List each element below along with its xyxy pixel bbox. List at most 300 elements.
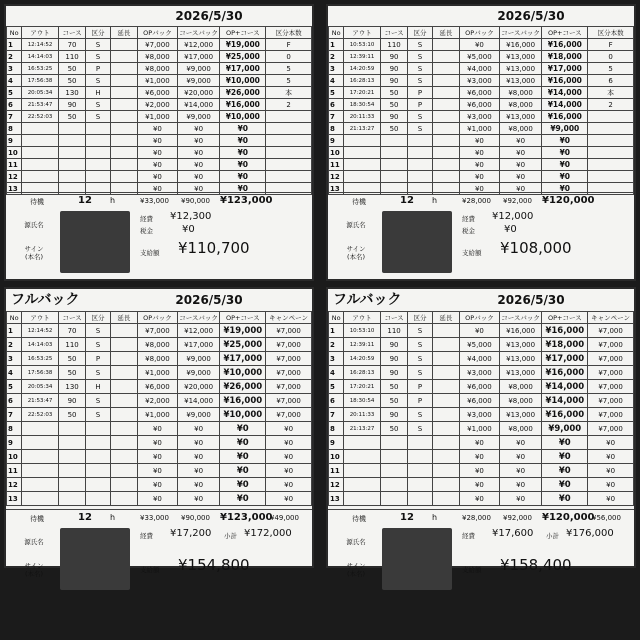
payout-value: ¥154,800 (178, 556, 250, 574)
cell-no: 4 (329, 366, 344, 380)
cell-extra (266, 147, 312, 159)
cell-ext (432, 111, 459, 123)
cell-total: ¥16,000 (220, 394, 266, 408)
cell-no: 1 (329, 324, 344, 338)
cell-ext (110, 147, 137, 159)
table-header-row (7, 27, 312, 39)
cell-cb: ¥0 (499, 183, 542, 195)
tax-value: ¥0 (504, 224, 517, 235)
cell-op: ¥0 (138, 464, 178, 478)
expense-label: 経費 (140, 215, 153, 223)
table-row (329, 366, 634, 380)
column-header: アウト (344, 312, 381, 324)
cell-type (86, 450, 110, 464)
table-row (329, 352, 634, 366)
cell-cb: ¥0 (499, 450, 542, 464)
payout-value: ¥158,400 (500, 556, 572, 574)
cell-ext (432, 147, 459, 159)
redacted-name-block (60, 211, 130, 273)
cell-op: ¥8,000 (138, 63, 178, 75)
cell-cb: ¥0 (499, 478, 542, 492)
cell-op: ¥0 (460, 171, 500, 183)
signature-label: サイン (本名) (24, 562, 44, 578)
cell-type (86, 464, 110, 478)
cell-extra: ¥7,000 (588, 366, 634, 380)
cb-sum: ¥90,000 (181, 514, 210, 522)
table-row (329, 51, 634, 63)
column-header: 区分本数 (266, 27, 312, 39)
sheet-brand: フルバック (333, 292, 402, 308)
cell-op: ¥1,000 (138, 75, 178, 87)
cell-ext (110, 478, 137, 492)
subtotal-value: ¥172,000 (244, 528, 292, 539)
cell-op: ¥8,000 (138, 338, 178, 352)
cell-op: ¥2,000 (138, 99, 178, 111)
cell-op: ¥4,000 (460, 352, 500, 366)
cell-extra (588, 123, 634, 135)
cell-ext (432, 380, 459, 394)
cell-extra (588, 159, 634, 171)
cell-no: 12 (7, 171, 22, 183)
cell-extra: 本 (266, 87, 312, 99)
cell-no: 7 (7, 408, 22, 422)
cell-course: 50 (380, 380, 407, 394)
table-row (329, 338, 634, 352)
column-header: コースバック (501, 313, 540, 322)
cell-course (380, 492, 407, 506)
cell-no: 4 (7, 366, 22, 380)
cell-total: ¥16,000 (542, 408, 588, 422)
cell-cb: ¥8,000 (499, 380, 542, 394)
table-row (7, 123, 312, 135)
payout-table (6, 311, 312, 506)
cell-no: 11 (329, 159, 344, 171)
cell-ext (432, 478, 459, 492)
table-row (329, 63, 634, 75)
cell-cb: ¥12,000 (177, 39, 220, 51)
cell-time (344, 478, 381, 492)
cell-course (58, 436, 85, 450)
cell-extra: ¥0 (266, 464, 312, 478)
cell-total: ¥0 (220, 464, 266, 478)
cell-ext (110, 99, 137, 111)
column-header: No (329, 312, 344, 324)
cell-type: S (408, 63, 432, 75)
column-header: 区分本数 (588, 27, 634, 39)
table-row (329, 135, 634, 147)
column-header: 延長 (432, 312, 459, 324)
cell-course: 50 (380, 99, 407, 111)
sheet-footer (328, 192, 634, 279)
cell-total: ¥17,000 (542, 352, 588, 366)
cell-course: 50 (380, 394, 407, 408)
table-row (7, 63, 312, 75)
cell-total: ¥0 (220, 171, 266, 183)
cell-total: ¥0 (542, 147, 588, 159)
column-header: No (7, 27, 22, 39)
cell-course: 50 (58, 352, 85, 366)
cell-ext (432, 394, 459, 408)
cell-course: 50 (380, 87, 407, 99)
sheet-brand: フルバック (11, 292, 80, 308)
cell-extra: ¥0 (266, 478, 312, 492)
table-row (7, 492, 312, 506)
cell-course: 110 (380, 324, 407, 338)
cell-cb: ¥9,000 (177, 352, 220, 366)
cell-extra: 2 (266, 99, 312, 111)
cell-no: 13 (329, 492, 344, 506)
cell-no: 9 (329, 436, 344, 450)
column-header: OPバック (138, 312, 178, 324)
cell-op: ¥0 (138, 123, 178, 135)
cell-ext (432, 338, 459, 352)
column-header: OPバック (460, 312, 500, 324)
cell-cb: ¥14,000 (177, 99, 220, 111)
cell-course: 90 (58, 99, 85, 111)
cell-cb: ¥0 (499, 492, 542, 506)
cell-no: 7 (329, 408, 344, 422)
wait-label: 待機 (352, 515, 366, 523)
cell-op: ¥3,000 (460, 366, 500, 380)
total-sum: ¥123,000 (220, 195, 273, 206)
column-header: コースバック (501, 28, 540, 37)
name-label: 源氏名 (24, 221, 44, 229)
cell-course (380, 478, 407, 492)
cell-time (22, 171, 59, 183)
cell-cb: ¥0 (177, 135, 220, 147)
cell-time (22, 436, 59, 450)
cell-ext (110, 171, 137, 183)
cell-total: ¥17,000 (220, 352, 266, 366)
cell-time: 21:13:27 (344, 123, 381, 135)
table-row (7, 171, 312, 183)
expense-label: 経費 (462, 532, 475, 540)
cell-cb: ¥13,000 (499, 111, 542, 123)
table-row (7, 394, 312, 408)
cb-sum: ¥92,000 (503, 514, 532, 522)
cell-cb: ¥13,000 (499, 408, 542, 422)
cell-op: ¥1,000 (460, 123, 500, 135)
cell-cb: ¥16,000 (499, 324, 542, 338)
column-header: アウト (22, 27, 59, 39)
cb-sum: ¥90,000 (181, 197, 210, 205)
redacted-name-block (382, 528, 452, 590)
table-row (7, 135, 312, 147)
cell-ext (110, 352, 137, 366)
table-header-row (329, 312, 634, 324)
cell-type (86, 123, 110, 135)
cell-total: ¥18,000 (542, 51, 588, 63)
table-body (7, 324, 312, 506)
column-header: OP+コース (220, 27, 266, 39)
cell-total: ¥9,000 (542, 422, 588, 436)
cell-type: P (408, 87, 432, 99)
table-body (7, 39, 312, 195)
cell-extra: 本 (588, 87, 634, 99)
cell-cb: ¥0 (177, 492, 220, 506)
cell-cb: ¥0 (177, 450, 220, 464)
cell-time (22, 422, 59, 436)
cell-op: ¥8,000 (138, 352, 178, 366)
wait-unit: h (432, 196, 438, 205)
cell-op: ¥0 (460, 135, 500, 147)
cell-course (58, 159, 85, 171)
cell-total: ¥0 (542, 492, 588, 506)
cell-extra: ¥0 (588, 492, 634, 506)
cell-extra: ¥0 (266, 492, 312, 506)
cell-course (380, 464, 407, 478)
cell-extra: ¥7,000 (588, 394, 634, 408)
cell-course: 130 (58, 87, 85, 99)
cell-no: 8 (329, 123, 344, 135)
cell-extra: ¥0 (588, 436, 634, 450)
cell-no: 5 (7, 87, 22, 99)
cell-ext (110, 39, 137, 51)
cell-cb: ¥13,000 (499, 352, 542, 366)
cell-cb: ¥13,000 (499, 338, 542, 352)
cell-no: 5 (7, 380, 22, 394)
table-row (329, 171, 634, 183)
cell-no: 9 (7, 135, 22, 147)
cell-type (408, 450, 432, 464)
cell-type (86, 171, 110, 183)
cell-cb: ¥16,000 (499, 39, 542, 51)
cell-no: 13 (329, 183, 344, 195)
cell-op: ¥1,000 (138, 408, 178, 422)
total-sum: ¥120,000 (542, 195, 595, 206)
wait-hours: 12 (78, 195, 92, 206)
table-row (7, 99, 312, 111)
cell-course: 90 (380, 366, 407, 380)
cell-type (408, 436, 432, 450)
cell-time (22, 147, 59, 159)
cell-ext (110, 394, 137, 408)
cell-total: ¥10,000 (220, 366, 266, 380)
expense-value: ¥17,200 (170, 528, 212, 539)
payout-table (328, 311, 634, 506)
cell-type: P (408, 394, 432, 408)
cell-type: H (86, 380, 110, 394)
cell-op: ¥2,000 (138, 394, 178, 408)
cell-ext (110, 408, 137, 422)
cell-cb: ¥20,000 (177, 87, 220, 99)
cell-time: 12:39:11 (344, 51, 381, 63)
cell-total: ¥0 (542, 450, 588, 464)
cell-course (58, 450, 85, 464)
cell-ext (110, 366, 137, 380)
table-row (329, 87, 634, 99)
cell-extra (266, 123, 312, 135)
cell-ext (432, 450, 459, 464)
cell-ext (432, 39, 459, 51)
signature-label: サイン (本名) (346, 245, 366, 261)
table-row (329, 324, 634, 338)
cell-no: 2 (329, 338, 344, 352)
subtotal-value: ¥176,000 (566, 528, 614, 539)
cell-no: 3 (7, 63, 22, 75)
cell-type: P (408, 380, 432, 394)
name-label: 源氏名 (346, 538, 366, 546)
cell-op: ¥1,000 (138, 111, 178, 123)
cell-extra: ¥7,000 (266, 380, 312, 394)
cell-time: 21:53:47 (22, 394, 59, 408)
column-header: OP+コース (542, 312, 588, 324)
table-row (329, 111, 634, 123)
cell-ext (110, 464, 137, 478)
wait-hours: 12 (400, 512, 414, 523)
total-sum: ¥120,000 (542, 512, 595, 523)
column-header: OPバック (460, 27, 500, 39)
cell-no: 3 (329, 63, 344, 75)
op-sum: ¥33,000 (140, 197, 169, 205)
cell-type (408, 464, 432, 478)
cell-total: ¥0 (542, 478, 588, 492)
column-header: コース (58, 27, 85, 39)
cell-no: 11 (329, 464, 344, 478)
cell-time: 17:20:21 (344, 87, 381, 99)
payout-label: 支給額 (462, 566, 482, 574)
table-row (7, 450, 312, 464)
wait-label: 待機 (30, 515, 44, 523)
table-row (7, 338, 312, 352)
cell-extra: ¥0 (266, 450, 312, 464)
cell-time (344, 436, 381, 450)
campaign-sum: ¥49,000 (270, 514, 299, 522)
cell-type: S (408, 366, 432, 380)
cell-course: 50 (380, 422, 407, 436)
table-row (7, 464, 312, 478)
cell-course (58, 123, 85, 135)
cell-total: ¥14,000 (542, 394, 588, 408)
cell-type: H (86, 87, 110, 99)
cell-cb: ¥0 (177, 464, 220, 478)
column-header: キャンペーン (588, 312, 634, 324)
name-label: 源氏名 (24, 538, 44, 546)
table-row (7, 422, 312, 436)
cell-op: ¥7,000 (138, 39, 178, 51)
cell-no: 10 (7, 147, 22, 159)
cell-type: S (408, 338, 432, 352)
table-row (329, 464, 634, 478)
cell-ext (432, 492, 459, 506)
cell-total: ¥14,000 (542, 99, 588, 111)
cell-cb: ¥8,000 (499, 422, 542, 436)
column-header: 延長 (110, 312, 137, 324)
table-header-row (329, 27, 634, 39)
cell-course: 50 (58, 111, 85, 123)
cell-time (22, 478, 59, 492)
cell-no: 11 (7, 159, 22, 171)
cell-total: ¥16,000 (220, 99, 266, 111)
column-header: コース (58, 312, 85, 324)
wait-unit: h (432, 513, 438, 522)
cell-total: ¥14,000 (542, 87, 588, 99)
cell-type: S (86, 75, 110, 87)
cell-no: 8 (7, 422, 22, 436)
cell-op: ¥5,000 (460, 51, 500, 63)
cell-ext (432, 75, 459, 87)
cell-extra (588, 111, 634, 123)
cell-time (344, 450, 381, 464)
cell-total: ¥0 (542, 183, 588, 195)
cell-ext (432, 324, 459, 338)
cell-total: ¥10,000 (220, 75, 266, 87)
cell-course (380, 171, 407, 183)
cell-no: 7 (7, 111, 22, 123)
column-header: コースバック (179, 28, 218, 37)
cell-time: 17:20:21 (344, 380, 381, 394)
cell-no: 12 (7, 478, 22, 492)
cell-extra (588, 147, 634, 159)
cell-cb: ¥0 (499, 147, 542, 159)
cell-extra: 5 (266, 63, 312, 75)
cell-op: ¥6,000 (460, 394, 500, 408)
cell-total: ¥0 (220, 436, 266, 450)
cell-ext (432, 352, 459, 366)
cell-cb: ¥17,000 (177, 51, 220, 63)
table-body (329, 324, 634, 506)
cell-no: 8 (7, 123, 22, 135)
cell-op: ¥0 (138, 147, 178, 159)
cell-type (86, 436, 110, 450)
cell-course: 90 (380, 352, 407, 366)
cell-ext (110, 75, 137, 87)
cell-time: 16:28:13 (344, 366, 381, 380)
cell-total: ¥0 (220, 147, 266, 159)
cell-op: ¥1,000 (138, 366, 178, 380)
cell-total: ¥0 (220, 422, 266, 436)
op-sum: ¥28,000 (462, 514, 491, 522)
cell-ext (110, 492, 137, 506)
cell-type: S (408, 51, 432, 63)
cell-total: ¥17,000 (220, 63, 266, 75)
cell-total: ¥0 (220, 183, 266, 195)
cell-no: 10 (329, 147, 344, 159)
cell-course (380, 135, 407, 147)
cell-time: 12:14:52 (22, 39, 59, 51)
cell-no: 8 (329, 422, 344, 436)
column-header: No (329, 27, 344, 39)
cell-op: ¥6,000 (460, 87, 500, 99)
cell-total: ¥10,000 (220, 111, 266, 123)
cell-total: ¥17,000 (542, 63, 588, 75)
cell-extra: ¥0 (588, 464, 634, 478)
table-row (329, 450, 634, 464)
cell-ext (432, 51, 459, 63)
column-header: アウト (344, 27, 381, 39)
cell-time: 21:13:27 (344, 422, 381, 436)
table-row (7, 324, 312, 338)
cell-ext (110, 87, 137, 99)
table-row (329, 436, 634, 450)
cell-no: 4 (329, 75, 344, 87)
cell-extra: 5 (266, 75, 312, 87)
cell-op: ¥0 (138, 450, 178, 464)
payslip-fullback-right (326, 287, 636, 578)
expense-value: ¥12,300 (170, 211, 212, 222)
cell-extra: ¥7,000 (588, 352, 634, 366)
table-row (7, 87, 312, 99)
op-sum: ¥33,000 (140, 514, 169, 522)
cell-ext (110, 159, 137, 171)
cell-extra: 0 (588, 51, 634, 63)
payout-label: 支給額 (462, 249, 482, 257)
cell-op: ¥0 (138, 183, 178, 195)
cell-cb: ¥8,000 (499, 87, 542, 99)
column-header: No (7, 312, 22, 324)
sheet-header (6, 289, 312, 311)
cell-course: 110 (58, 51, 85, 63)
